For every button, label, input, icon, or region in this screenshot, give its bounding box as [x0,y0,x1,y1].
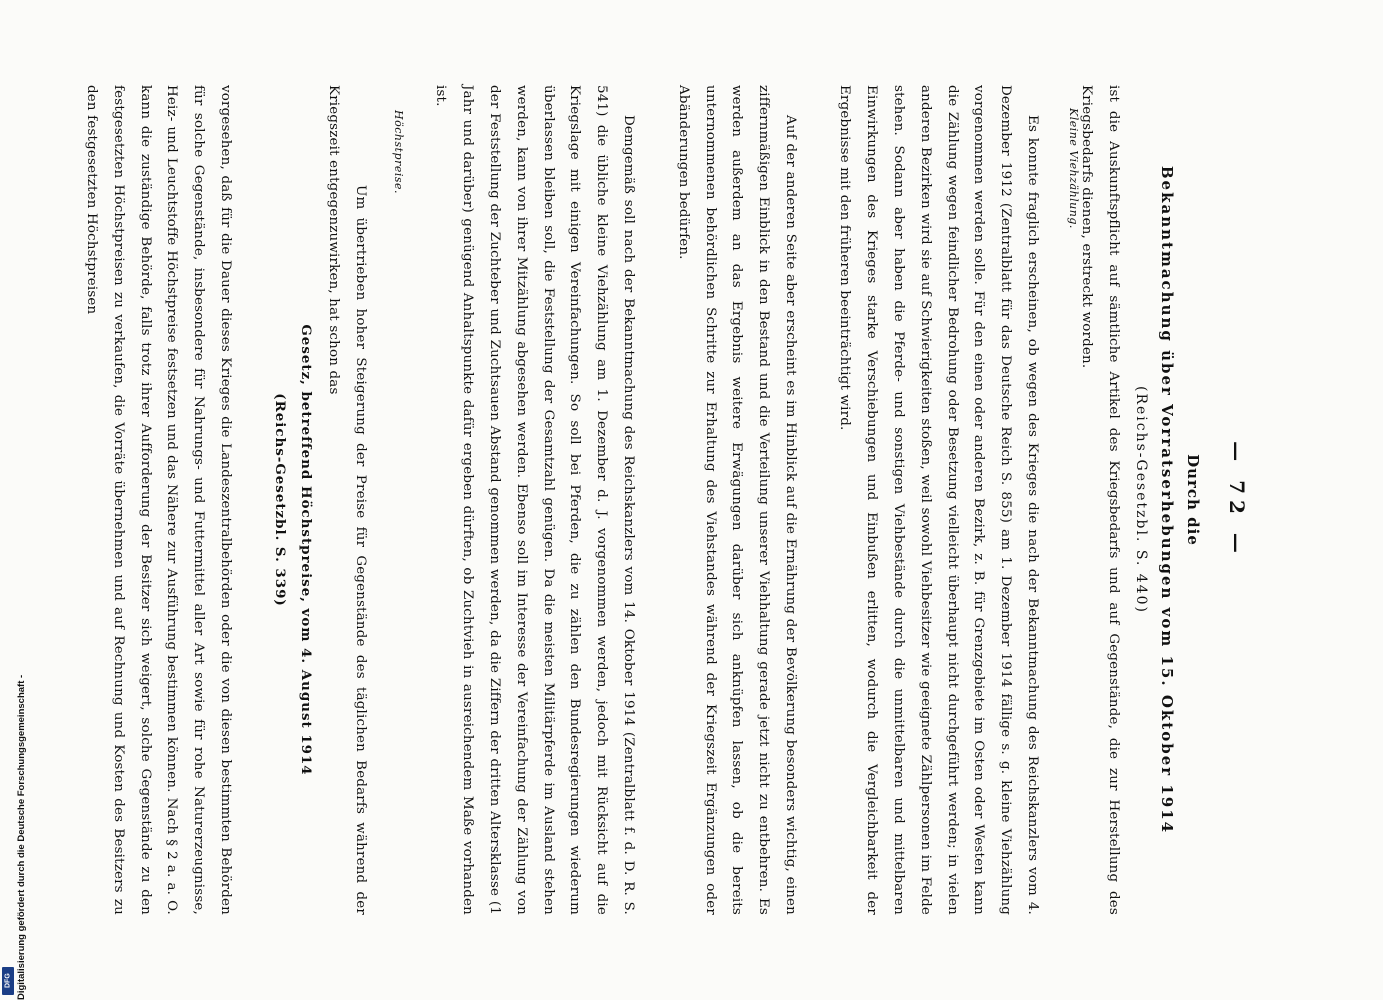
heading-title: Bekanntmachung über Vorratserhebungen vom 15. Oktober 1914 [1158,165,1176,835]
margin-note-maximum-prices: Höchstpreise. [392,110,405,195]
intro-paragraph: ist die Auskunftspflicht auf sämtliche Artikel des Kriegsbedarfs und auf Gegenstände, die zur Herstellung des Kriegsbedarfs dienen, erstreckt worden. [1079,85,1121,915]
page-number: — 72 — [1225,441,1249,559]
margin-note-livestock-count: Kleine Viehzählung. [1067,108,1080,229]
paragraph-5: vorgesehen, daß für die Dauer dieses Krieges die Landeszentralbehörden oder die von diesen bestimmten Behörden für solche Gegenstände, insbesondere für Nahrungs- und Futtermittel aller Art sowie für rohe Naturerzeugnisse, Heiz- und Leuchtstoffe Höchstpreise festsetzen und das Nähere zur Ausführung bestimmen können. Nach § 2 a. a. O. kann die zuständige Behörde, falls trotz ihrer Aufforderung der Besitzer sich weigert, solche Gegenstände zu den festgesetzten Höchstpreisen zu verkaufen, die Vorräte übernehmen und auf Rechnung und Kosten des Besitzers zu den festgesetzten Höchstpreisen [84,85,233,915]
digitization-credit: Digitalisierung gefördert durch die Deutsche Forschungsgemeinschaft - [16,674,27,1000]
paragraph-4 [266,85,373,915]
heading-reference: (Reichs-Gesetzbl. S. 440) [1133,386,1149,614]
heading-lead: Durch die [1184,454,1202,546]
paragraph-3: Demgemäß soll nach der Bekanntmachung des Reichskanzlers vom 14. Oktober 1914 (Zentralblatt f. d. D. R. S. 541) die übliche kleine Viehzählung am 1. Dezember d. J. vorgenommen werden, jedoch mit Rücksicht auf die Kriegslage mit einigen Vereinfachungen. So soll bei Pferden, die zu zählen den Bundesregierungen wiederum überlassen bleiben soll, die Feststellung der Gesamtzahl genügen. Da die meisten Militärpferde im Ausland stehen werden, kann von ihrer Mitzählung abgesehen werden. Ebenso soll im Interesse der Vereinfachung der Zählung von der Feststellung der Zuchteber und Zuchtsauen Abstand genommen werden, da die Ziffern der dritten Altersklasse (1 Jahr und darüber) genügend Anhaltspunkte dafür ergeben dürften, ob Zuchtvieh in ausreichendem Maße vorhanden ist. [433,85,636,915]
dfg-logo: DFG [2,967,14,995]
paragraph-1: Es konnte fraglich erscheinen, ob wegen des Krieges die nach der Bekanntmachung des Reichskanzlers vom 4. Dezember 1912 (Zentralblatt für das Deutsche Reich S. 855) am 1. Dezember 1914 fällige s. g. kleine Viehzählung vorgenommen werden solle. Für den einen oder anderen Bezirk, z. B. für Grenzgebiete im Osten oder Westen kann die Zählung wegen feindlicher Bedrohung oder Besetzung vielleicht überhaupt nicht durchgeführt werden; in vielen anderen Bezirken wird sie auf Schwierigkeiten stoßen, weil sowohl Viehbesitzer wie geeignete Zählpersonen im Felde stehen. Sodann aber haben die Pferde- und sonstigen Viehbestände durch die unmittelbaren und mittelbaren Einwirkungen des Krieges starke Verschiebungen und Einbußen erlitten, wodurch die Vergleichbarkeit der Ergebnisse mit den früheren beeinträchtigt wird. [837,85,1040,915]
paragraph-4-text: Um übertrieben hoher Steigerung der Preise für Gegenstände des täglichen Bedarfs während der Kriegszeit entgegenzuwirken, hat schon das [326,85,368,915]
law-reference: Gesetz, betreffend Höchstpreise, vom 4. August 1914 (Reichs-Gesetzbl. S. 339) [271,324,315,776]
paragraph-2: Auf der anderen Seite aber erscheint es im Hinblick auf die Ernährung der Bevölkerung besonders wichtig, einen ziffernmäßigen Einblick in den Bestand und die Verteilung unserer Viehhaltung gerade jetzt nicht zu entbehren. Es werden außerdem an das Ergebnis weitere Erwägungen darüber sich anknüpfen lassen, ob die bereits unternommenen behördlichen Schritte zur Erhaltung des Viehstandes während der Kriegszeit Ergänzungen oder Abänderungen bedürfen. [675,85,798,915]
